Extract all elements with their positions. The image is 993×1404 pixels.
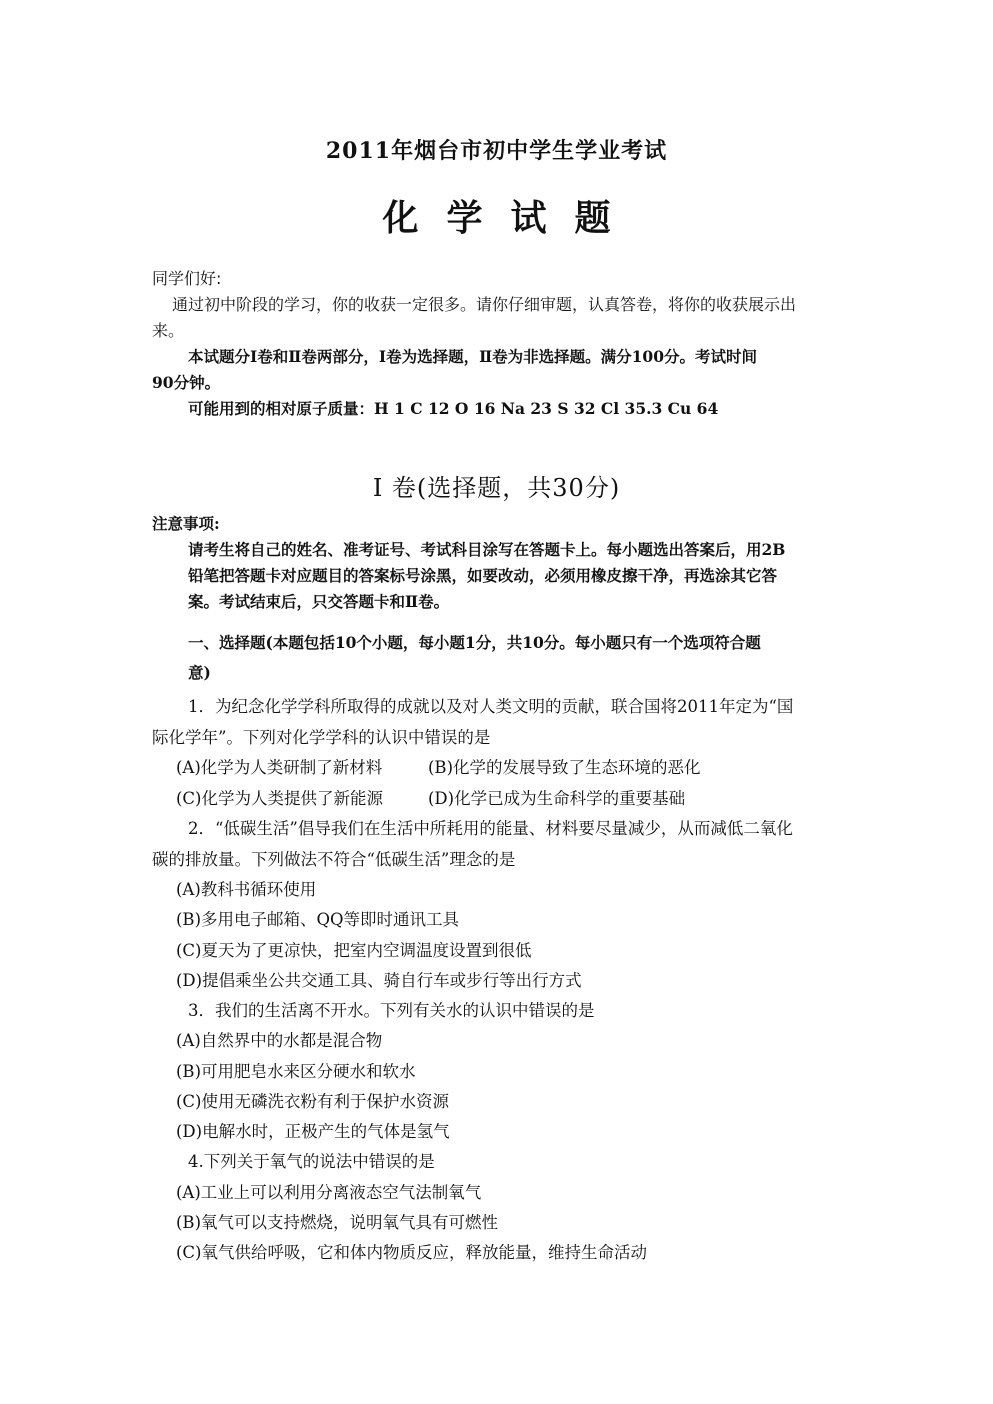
section-heading-line-2: 意) bbox=[188, 663, 211, 682]
exam-title: 化学试题 bbox=[382, 197, 639, 239]
notice-line-3: 案。考试结束后，只交答题卡和Ⅱ卷。 bbox=[188, 592, 450, 611]
intro-line-2: 来。 bbox=[152, 321, 185, 340]
part-one-title: Ⅰ 卷(选择题，共30分) bbox=[372, 474, 621, 502]
question-3-stem: 3．我们的生活离不开水。下列有关水的认识中错误的是 bbox=[188, 1001, 595, 1020]
question-2-option-c: (C)夏天为了更凉快，把室内空调温度设置到很低 bbox=[176, 941, 532, 960]
greeting: 同学们好: bbox=[152, 269, 222, 288]
question-4-option-b: (B)氧气可以支持燃烧，说明氧气具有可燃性 bbox=[176, 1213, 498, 1232]
question-3-option-d: (D)电解水时，正极产生的气体是氢气 bbox=[176, 1122, 450, 1141]
exam-subtitle: 2011年烟台市初中学生学业考试 bbox=[325, 138, 668, 164]
question-1-option-a: (A)化学为人类研制了新材料 bbox=[176, 758, 383, 777]
question-1-option-c: (C)化学为人类提供了新能源 bbox=[176, 789, 383, 808]
question-3-option-a: (A)自然界中的水都是混合物 bbox=[176, 1031, 383, 1050]
notice-line-2: 铅笔把答题卡对应题目的答案标号涂黑，如要改动，必须用橡皮擦干净，再选涂其它答 bbox=[188, 566, 778, 585]
question-4-option-a: (A)工业上可以利用分离液态空气法制氧气 bbox=[176, 1183, 482, 1202]
question-3-option-b: (B)可用肥皂水来区分硬水和软水 bbox=[176, 1062, 416, 1081]
question-4-option-c: (C)氧气供给呼吸，它和体内物质反应，释放能量，维持生命活动 bbox=[176, 1243, 647, 1262]
question-1-stem-line-2: 际化学年”。下列对化学学科的认识中错误的是 bbox=[152, 728, 491, 747]
question-4-stem: 4.下列关于氧气的说法中错误的是 bbox=[188, 1152, 435, 1171]
question-1-option-d: (D)化学已成为生命科学的重要基础 bbox=[428, 789, 686, 808]
question-2-option-d: (D)提倡乘坐公共交通工具、骑自行车或步行等出行方式 bbox=[176, 971, 582, 990]
notice-heading: 注意事项: bbox=[152, 514, 220, 533]
question-1-option-b: (B)化学的发展导致了生态环境的恶化 bbox=[428, 758, 701, 777]
section-heading-line-1: 一、选择题(本题包括10个小题，每小题1分，共10分。每小题只有一个选项符合题 bbox=[188, 633, 761, 652]
atomic-masses: 可能用到的相对原子质量：H 1 C 12 O 16 Na 23 S 32 Cl 35.3 Cu 64 bbox=[188, 399, 719, 418]
exam-info-line-1: 本试题分Ⅰ卷和Ⅱ卷两部分，Ⅰ卷为选择题，Ⅱ卷为非选择题。满分100分。考试时间 bbox=[188, 347, 757, 366]
question-1-stem-line-1: 1．为纪念化学学科所取得的成就以及对人类文明的贡献，联合国将2011年定为“国 bbox=[188, 697, 794, 716]
question-3-option-c: (C)使用无磷洗衣粉有利于保护水资源 bbox=[176, 1092, 449, 1111]
notice-line-1: 请考生将自己的姓名、准考证号、考试科目涂写在答题卡上。每小题选出答案后，用2B bbox=[188, 540, 786, 559]
exam-info-line-2: 90分钟。 bbox=[152, 373, 221, 392]
question-2-stem-line-1: 2．“低碳生活”倡导我们在生活中所耗用的能量、材料要尽量减少，从而减低二氧化 bbox=[188, 819, 793, 838]
question-2-stem-line-2: 碳的排放量。下列做法不符合“低碳生活”理念的是 bbox=[152, 850, 516, 869]
question-2-option-a: (A)教科书循环使用 bbox=[176, 880, 317, 899]
intro-line-1: 通过初中阶段的学习，你的收获一定很多。请你仔细审题，认真答卷，将你的收获展示出 bbox=[172, 295, 797, 314]
question-2-option-b: (B)多用电子邮箱、QQ等即时通讯工具 bbox=[176, 910, 460, 929]
